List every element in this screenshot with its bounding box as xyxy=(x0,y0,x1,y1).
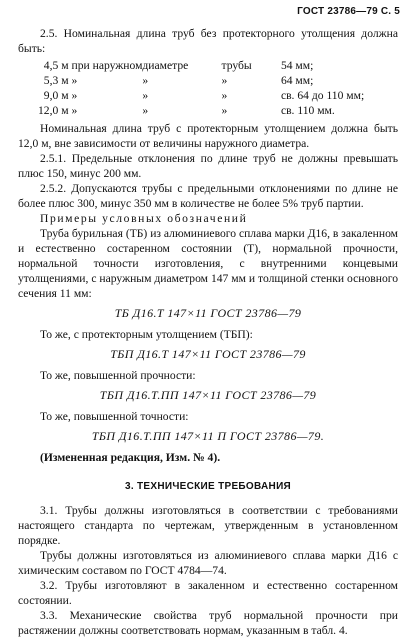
clause-2-5-1: 2.5.1. Предельные отклонения по длине труб не должны превышать плюс 150, минус 200 мм. xyxy=(18,152,398,180)
length-value: 9,0 м xyxy=(43,89,69,102)
length-row xyxy=(38,103,398,118)
length-value: 4,5 м xyxy=(43,59,69,72)
section-3-heading: 3. ТЕХНИЧЕСКИЕ ТРЕБОВАНИЯ xyxy=(124,481,292,492)
length-qualifier: » xyxy=(221,104,228,117)
clause-3-3: 3.3. Механические свойства труб нормальной прочности при растяжении должны соответствовать нормам, указанным в табл. 4. xyxy=(18,609,398,637)
diameter-value: 64 мм; xyxy=(280,74,314,87)
clause-2-5-note: Номинальная длина труб с протекторным утолщением должна быть 12,0 м, вне зависимости от величины наружного диаметра. xyxy=(18,122,398,150)
designation-formula-2: ТБП Д16.Т 147×11 ГОСТ 23786—79 xyxy=(110,347,306,361)
example-description: Труба бурильная (ТБ) из алюминиевого сплава марки Д16, в закаленном и естественно состаренном состоянии (Т), нормальной прочности, нормальной точности изготовления, с внутренними концевыми утолщениями, с наружным диаметром 147 мм и толщиной стенки основного сечения 11 мм: xyxy=(18,227,398,300)
clause-3-2: 3.2. Трубы изготовляют в закаленном и естественно состаренном состоянии. xyxy=(18,579,398,607)
length-qualifier: трубы xyxy=(221,59,252,72)
clause-2-5-intro: 2.5. Номинальная длина труб без протекторного утолщения должна быть: xyxy=(18,27,398,55)
page-header: ГОСТ 23786—79 С. 5 xyxy=(297,6,400,17)
document-body xyxy=(18,26,398,638)
lengths-table xyxy=(38,58,398,118)
designation-formula-1: ТБ Д16.Т 147×11 ГОСТ 23786—79 xyxy=(114,306,302,320)
clause-3-1-material: Трубы должны изготовляться из алюминиевого сплава марки Д16 с химическим составом по ГОСТ 4784—74. xyxy=(18,549,398,577)
length-qualifier: » xyxy=(142,74,149,87)
length-row xyxy=(38,58,398,73)
diameter-value: 54 мм; xyxy=(280,59,314,72)
revision-note: (Измененная редакция, Изм. № 4). xyxy=(40,451,221,464)
length-qualifier: » xyxy=(71,74,78,87)
examples-heading: Примеры условных обозначений xyxy=(40,212,248,225)
length-value: 5,3 м xyxy=(43,74,69,87)
diameter-value: св. 110 мм. xyxy=(280,104,335,117)
clause-2-5-2: 2.5.2. Допускаются трубы с предельными отклонениями по длине не более плюс 300, минус 350 мм в количестве не более 5% труб партии. xyxy=(18,182,398,210)
length-qualifier: » xyxy=(142,104,149,117)
length-qualifier: » xyxy=(221,89,228,102)
same-high-strength: То же, повышенной прочности: xyxy=(40,369,196,382)
diameter-value: св. 64 до 110 мм; xyxy=(280,89,365,102)
length-qualifier: диаметре xyxy=(142,59,189,72)
length-value: 12,0 м xyxy=(38,104,69,117)
designation-formula-3: ТБП Д16.Т.ПП 147×11 ГОСТ 23786—79 xyxy=(99,388,317,402)
length-qualifier: » xyxy=(142,89,149,102)
same-protector: То же, с протекторным утолщением (ТБП): xyxy=(40,328,253,341)
length-row xyxy=(38,88,398,103)
designation-formula-4: ТБП Д16.Т.ПП 147×11 П ГОСТ 23786—79. xyxy=(91,429,325,443)
length-row xyxy=(38,73,398,88)
length-qualifier: » xyxy=(71,104,78,117)
clause-3-1: 3.1. Трубы должны изготовляться в соответствии с требованиями настоящего стандарта по чертежам, утвержденным в установленном порядке. xyxy=(18,504,398,547)
length-qualifier: » xyxy=(221,74,228,87)
length-qualifier: » xyxy=(71,89,78,102)
same-high-accuracy: То же, повышенной точности: xyxy=(40,410,189,423)
length-qualifier: при наружном xyxy=(71,59,143,72)
